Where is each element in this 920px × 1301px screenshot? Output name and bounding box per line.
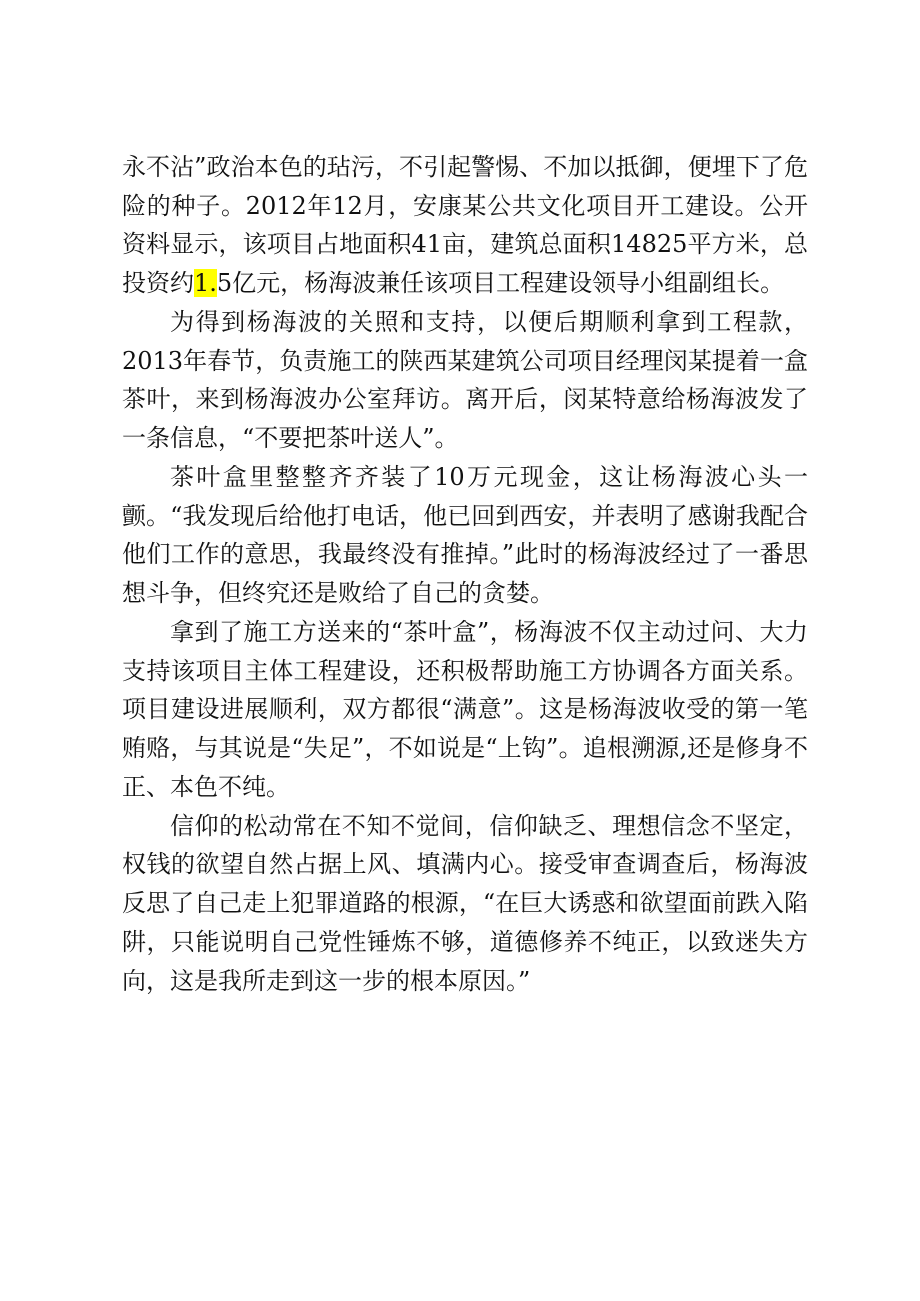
paragraph-4-text: 拿到了施工方送来的“茶叶盒”，杨海波不仅主动过问、大力支持该项目主体工程建设，还积极帮助施工方协调各方面关系。项目建设进展顺利，双方都很“满意”。这是杨海波收受的第一笔贿赂，与其说是“失足”，不如说是“上钩”。追根溯源,还是修身不正、本色不纯。 [122, 618, 808, 801]
paragraph-4 [122, 613, 808, 807]
paragraph-1-text-b: 5亿元，杨海波兼任该项目工程建设领导小组副组长。 [216, 269, 785, 298]
paragraph-3 [122, 458, 808, 613]
paragraph-2 [122, 303, 808, 458]
paragraph-5 [122, 807, 808, 1001]
paragraph-2-text: 为得到杨海波的关照和支持，以便后期顺利拿到工程款，2013年春节，负责施工的陕西某建筑公司项目经理闵某提着一盒茶叶，来到杨海波办公室拜访。离开后，闵某特意给杨海波发了一条信息，“不要把茶叶送人”。 [122, 308, 808, 453]
paragraph-1-text-a: 永不沾”政治本色的玷污，不引起警惕、不加以抵御，便埋下了危险的种子。2012年12月，安康某公共文化项目开工建设。公开资料显示，该项目占地面积41亩，建筑总面积14825平方米，总投资约 [122, 153, 808, 298]
highlighted-text: 1. [194, 269, 217, 298]
paragraph-1 [122, 148, 808, 303]
paragraph-3-text: 茶叶盒里整整齐齐装了10万元现金，这让杨海波心头一颤。“我发现后给他打电话，他已回到西安，并表明了感谢我配合他们工作的意思，我最终没有推掉。”此时的杨海波经过了一番思想斗争，但终究还是败给了自己的贪婪。 [122, 463, 808, 608]
paragraph-5-text: 信仰的松动常在不知不觉间，信仰缺乏、理想信念不坚定，权钱的欲望自然占据上风、填满内心。接受审查调查后，杨海波反思了自己走上犯罪道路的根源，“在巨大诱惑和欲望面前跌入陷阱，只能说明自己党性锤炼不够，道德修养不纯正，以致迷失方向，这是我所走到这一步的根本原因。” [122, 811, 808, 995]
document-body [122, 148, 808, 1000]
